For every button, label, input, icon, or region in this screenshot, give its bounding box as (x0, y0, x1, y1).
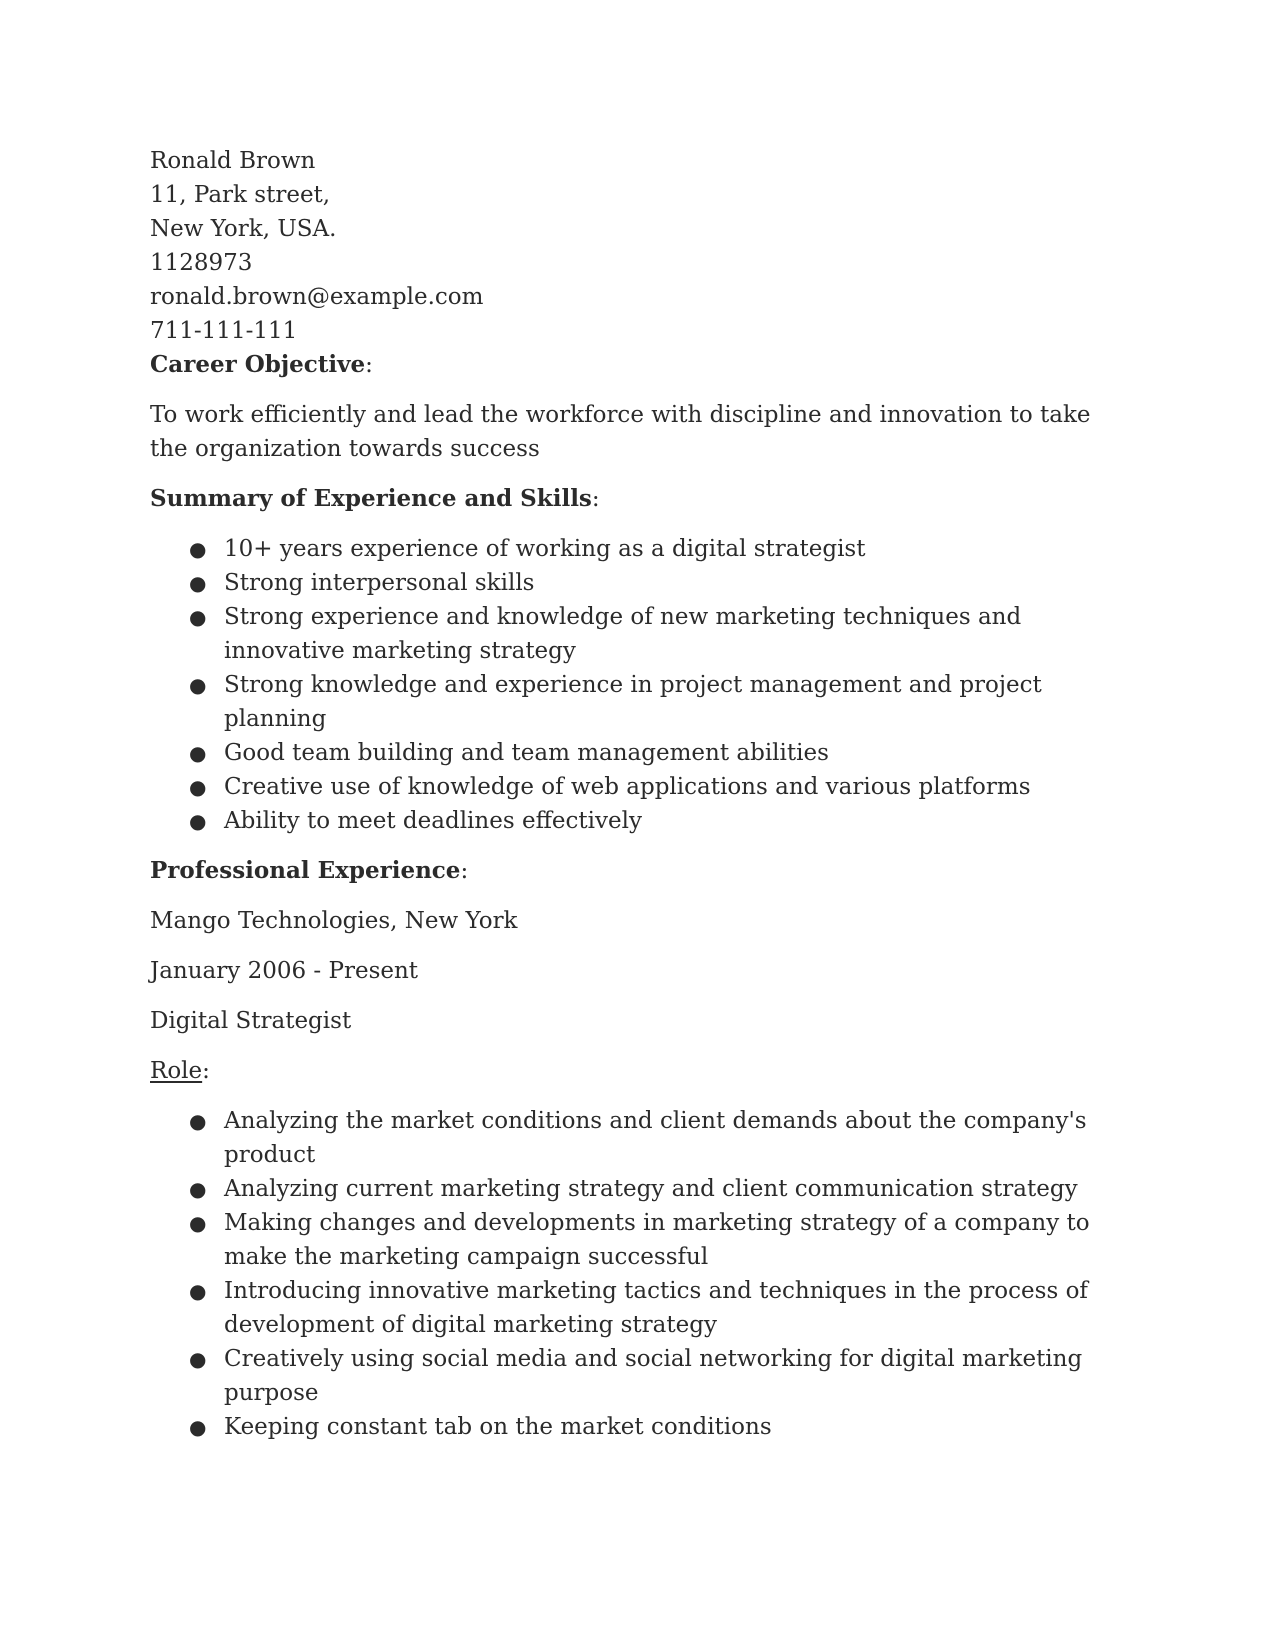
role-list-item (150, 1342, 1125, 1410)
career-objective-heading: Career Objective (150, 351, 366, 378)
role-item-text: Creatively using social media and social networking for digital marketing purpose (224, 1346, 1083, 1406)
contact-block (150, 144, 1125, 348)
summary-item-text: 10+ years experience of working as a digital strategist (224, 536, 866, 562)
bullet-icon: ● (189, 605, 207, 629)
role-item-text: Analyzing the market conditions and client demands about the company's product (224, 1108, 1087, 1168)
bullet-icon: ● (189, 1347, 207, 1371)
role-list-item (150, 1104, 1125, 1172)
job-title: Digital Strategist (150, 1008, 352, 1034)
bullet-icon: ● (189, 741, 207, 765)
role-list-item (150, 1172, 1125, 1206)
summary-heading: Summary of Experience and Skills (150, 485, 592, 512)
role-heading-line (150, 1054, 1125, 1088)
summary-item-text: Strong knowledge and experience in project management and project planning (224, 672, 1042, 732)
contact-address-line-1: 11, Park street, (150, 182, 331, 208)
summary-item-text: Ability to meet deadlines effectively (224, 808, 642, 834)
role-label: Role (150, 1058, 203, 1084)
company-name: Mango Technologies, New York (150, 908, 518, 934)
bullet-icon: ● (189, 775, 207, 799)
bullet-icon: ● (189, 537, 207, 561)
summary-item-text: Good team building and team management abilities (224, 740, 829, 766)
contact-email: ronald.brown@example.com (150, 284, 484, 310)
contact-address-line-2: New York, USA. (150, 216, 337, 242)
summary-item-text: Strong interpersonal skills (224, 570, 535, 596)
bullet-icon: ● (189, 1279, 207, 1303)
professional-experience-heading: Professional Experience (150, 857, 461, 884)
bullet-icon: ● (189, 809, 207, 833)
summary-list-item (150, 736, 1125, 770)
contact-zip: 1128973 (150, 250, 253, 276)
professional-experience-heading-line (150, 854, 1125, 888)
career-objective-colon: : (365, 352, 373, 378)
summary-heading-line (150, 482, 1125, 516)
bullet-icon: ● (189, 1109, 207, 1133)
summary-list-item (150, 600, 1125, 668)
employment-dates: January 2006 - Present (150, 958, 419, 984)
role-list-item (150, 1410, 1125, 1444)
summary-list-item (150, 804, 1125, 838)
role-colon: : (202, 1058, 210, 1084)
summary-colon: : (591, 486, 600, 512)
role-list-item (150, 1274, 1125, 1342)
career-objective-text: To work efficiently and lead the workforce with discipline and innovation to take the organization towards success (150, 402, 1091, 462)
role-item-text: Making changes and developments in marketing strategy of a company to make the marketing campaign successful (224, 1210, 1090, 1270)
summary-list (150, 532, 1125, 838)
role-list-item (150, 1206, 1125, 1274)
role-list (150, 1104, 1125, 1444)
career-objective-heading-line (150, 348, 1125, 382)
role-item-text: Keeping constant tab on the market conditions (224, 1414, 772, 1440)
contact-name: Ronald Brown (150, 148, 316, 174)
summary-item-text: Strong experience and knowledge of new marketing techniques and innovative marketing strategy (224, 604, 1022, 664)
bullet-icon: ● (189, 1211, 207, 1235)
bullet-icon: ● (189, 1415, 207, 1439)
bullet-icon: ● (189, 673, 207, 697)
role-item-text: Introducing innovative marketing tactics and techniques in the process of development of digital marketing strategy (224, 1278, 1088, 1338)
professional-experience-colon: : (460, 858, 469, 884)
bullet-icon: ● (189, 571, 207, 595)
summary-list-item (150, 668, 1125, 736)
bullet-icon: ● (189, 1177, 207, 1201)
summary-list-item (150, 770, 1125, 804)
summary-list-item (150, 532, 1125, 566)
summary-list-item (150, 566, 1125, 600)
contact-phone: 711-111-111 (150, 318, 298, 344)
role-item-text: Analyzing current marketing strategy and client communication strategy (224, 1176, 1078, 1202)
summary-item-text: Creative use of knowledge of web applications and various platforms (224, 774, 1031, 800)
